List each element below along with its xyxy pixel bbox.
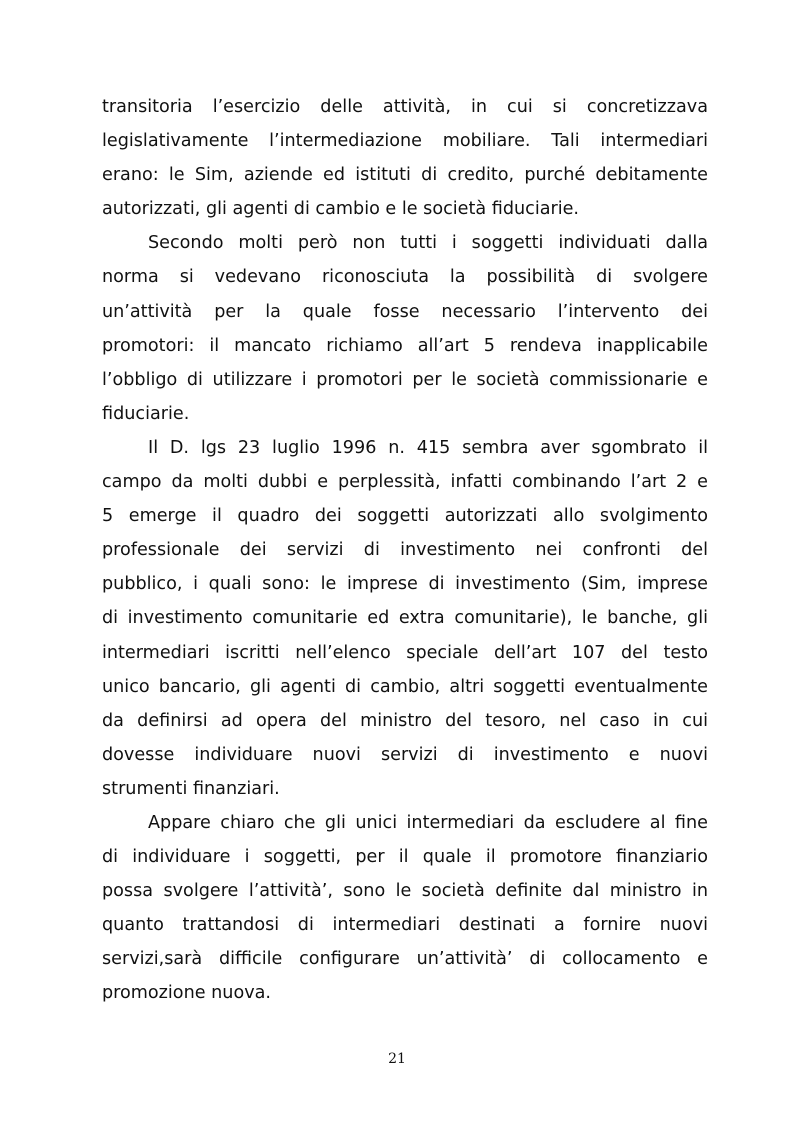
body-text (102, 90, 708, 1011)
text-line: di individuare i soggetti, per il quale il promotore finanziario (102, 847, 708, 868)
text-line: 5 emerge il quadro dei soggetti autorizzati allo svolgimento (102, 506, 708, 527)
text-line: da definirsi ad opera del ministro del tesoro, nel caso in cui (102, 710, 708, 731)
text-line: legislativamente l’intermediazione mobiliare. Tali intermediari (102, 131, 708, 152)
paragraph-3 (102, 431, 708, 806)
text-line: Appare chiaro che gli unici intermediari da escludere al fine (148, 812, 708, 833)
text-line: strumenti finanziari. (102, 778, 280, 799)
text-line: promozione nuova. (102, 983, 271, 1004)
text-line: professionale dei servizi di investimento nei confronti del (102, 540, 708, 561)
text-line: di investimento comunitarie ed extra comunitarie), le banche, gli (102, 608, 708, 629)
text-line: transitoria l’esercizio delle attività, in cui si concretizzava (102, 97, 708, 117)
paragraph-4 (102, 806, 708, 1011)
text-line: pubblico, i quali sono: le imprese di investimento (Sim, imprese (102, 574, 708, 595)
text-line: servizi,sarà difficile configurare un’attività’ di collocamento e (102, 949, 708, 970)
text-line: un’attività per la quale fosse necessario l’intervento dei (102, 301, 708, 322)
text-line: campo da molti dubbi e perplessità, infatti combinando l’art 2 e (102, 472, 708, 493)
text-line: autorizzati, gli agenti di cambio e le società fiduciarie. (102, 199, 580, 220)
page-number: 21 (388, 1051, 406, 1067)
paragraph-1 (102, 90, 708, 226)
text-line: unico bancario, gli agenti di cambio, altri soggetti eventualmente (102, 676, 708, 697)
paragraph-2 (102, 226, 708, 431)
text-line: Il D. lgs 23 luglio 1996 n. 415 sembra aver sgombrato il (148, 437, 708, 458)
text-line: erano: le Sim, aziende ed istituti di credito, purché debitamente (102, 165, 708, 186)
text-line: possa svolgere l’attività’, sono le società definite dal ministro in (102, 881, 708, 902)
text-line: l’obbligo di utilizzare i promotori per le società commissionarie e (102, 369, 708, 390)
text-line: promotori: il mancato richiamo all’art 5 rendeva inapplicabile (102, 335, 708, 356)
text-line: Secondo molti però non tutti i soggetti individuati dalla (148, 233, 708, 254)
text-line: quanto trattandosi di intermediari destinati a fornire nuovi (102, 915, 708, 936)
text-line: norma si vedevano riconosciuta la possibilità di svolgere (102, 267, 708, 288)
text-line: intermediari iscritti nell’elenco speciale dell’art 107 del testo (102, 642, 708, 663)
text-line: fiduciarie. (102, 403, 190, 424)
text-line: dovesse individuare nuovi servizi di investimento e nuovi (102, 744, 708, 765)
